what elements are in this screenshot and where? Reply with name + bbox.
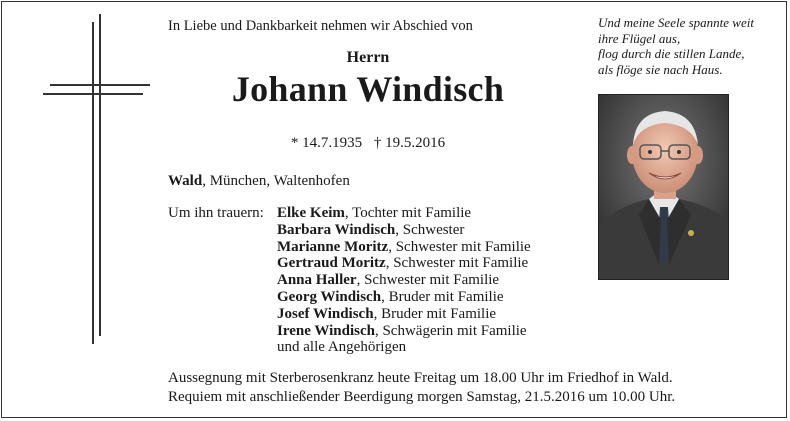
poem-line: Und meine Seele spannte weit: [598, 15, 754, 30]
mourner-item: Irene Windisch, Schwägerin mit Familie: [277, 322, 527, 339]
place-main: Wald: [168, 173, 203, 189]
poem-line: als flöge sie nach Haus.: [598, 61, 723, 77]
ceremony-line: Requiem mit anschließender Beerdigung morgen Samstag, 21.5.2016 um 10.00 Uhr.: [168, 389, 676, 405]
ceremony-info: [168, 369, 675, 407]
mourners-list: [277, 205, 531, 356]
mourner-item: Elke Keim, Tochter mit Familie: [277, 205, 472, 221]
poem: [598, 15, 754, 77]
mourners-label: Um ihn trauern:: [168, 205, 264, 221]
mourner-item: Anna Haller, Schwester mit Familie: [277, 272, 500, 289]
mourner-item: Gertraud Moritz, Schwester mit Familie: [277, 255, 529, 272]
ceremony-line: Aussegnung mit Sterberosenkranz heute Freitag um 18.00 Uhr im Friedhof in Wald.: [168, 370, 673, 386]
mourner-item: Barbara Windisch, Schwester: [277, 221, 465, 238]
mourner-item: Georg Windisch, Bruder mit Familie: [277, 288, 504, 305]
salutation: Herrn: [346, 49, 390, 66]
poem-line: flog durch die stillen Lande,: [598, 46, 745, 61]
death-date: † 19.5.2016: [373, 135, 446, 151]
mourners-closing: und alle Angehörigen: [277, 339, 407, 356]
birth-date: * 14.7.1935: [290, 135, 363, 151]
portrait-photo: [598, 94, 729, 280]
places: [168, 173, 350, 190]
poem-line: ihre Flügel aus,: [598, 30, 681, 46]
life-dates: [168, 135, 568, 152]
deceased-name: Johann Windisch: [231, 69, 505, 109]
mourner-item: Josef Windisch, Bruder mit Familie: [277, 305, 497, 322]
intro-line: In Liebe und Dankbarkeit nehmen wir Abschied von: [168, 18, 473, 34]
place-others: , München, Waltenhofen: [202, 173, 350, 189]
mourner-item: Marianne Moritz, Schwester mit Familie: [277, 238, 531, 255]
